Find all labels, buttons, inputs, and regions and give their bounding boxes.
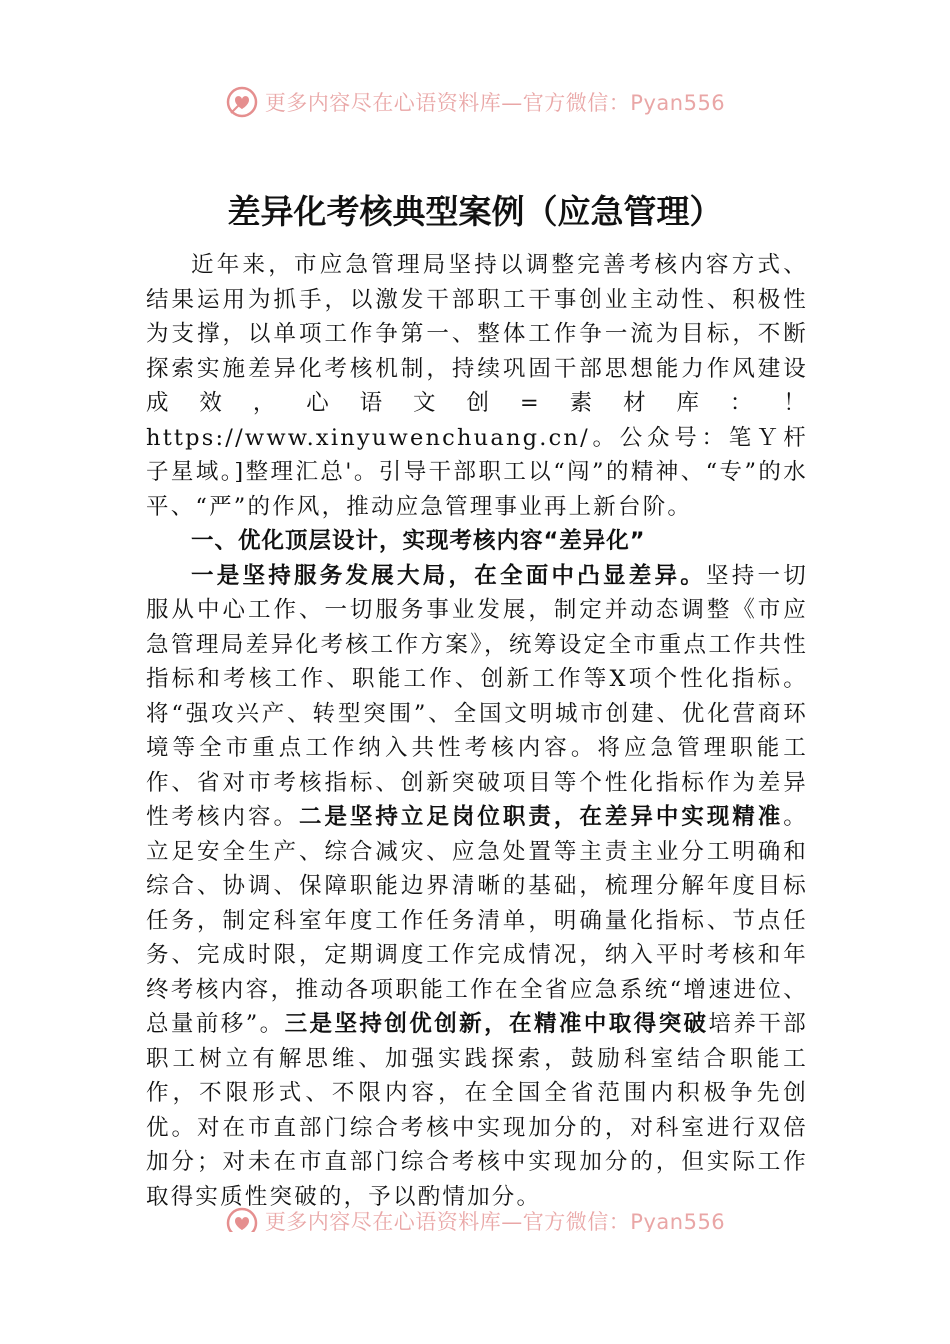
document-body: [146, 248, 808, 1214]
paragraph-text-3: 培养干部职工树立有解思维、加强实践探索，鼓励科室结合职能工作，不限形式、不限内容，在全国全省范围内积极争先创优。对在市直部门综合考核中实现加分的，对科室进行双倍加分；对未在市直部门综合考核中实现加分的，但实际工作取得实质性突破的，予以酌情加分。: [146, 1011, 808, 1210]
heart-logo-icon: [225, 1206, 259, 1232]
paragraph-text-1: 坚持一切服从中心工作、一切服务事业发展，制定并动态调整《市应急管理局差异化考核工作方案》，统筹设定全市重点工作共性指标和考核工作、职能工作、创新工作等X项个性化指标。将“强攻兴产、转型突围”、全国文明城市创建、优化营商环境等全市重点工作纳入共性考核内容。将应急管理职能工作、省对市考核指标、创新突破项目等个性化指标作为差异性考核内容。: [146, 562, 808, 830]
lead-sentence-3: 三是坚持创优创新，在精准中取得突破: [284, 1011, 709, 1037]
body-paragraph-2: [146, 559, 808, 1215]
heart-logo-icon: [225, 85, 259, 119]
section-heading-1: 一、优化顶层设计，实现考核内容“差异化”: [191, 528, 646, 554]
watermark-header: [0, 85, 950, 119]
watermark-footer: [0, 1206, 950, 1232]
watermark-text: 更多内容尽在心语资料库—官方微信：Pyan556: [264, 1210, 726, 1232]
lead-sentence-1: 一是坚持服务发展大局，在全面中凸显差异。: [191, 562, 707, 589]
paragraph-text-2: 。立足安全生产、综合减灾、应急处置等主责主业分工明确和综合、协调、保障职能边界清晰的基础，梳理分解年度目标任务，制定科室年度工作任务清单，明确量化指标、节点任务、完成时限，定期调度工作完成情况，纳入平时考核和年终考核内容，推动各项职能工作在全省应急系统“增速进位、总量前移”。: [146, 804, 808, 1037]
watermark-text: 更多内容尽在心语资料库—官方微信：Pyan556: [264, 91, 726, 115]
document-title: 差异化考核典型案例（应急管理）: [227, 192, 723, 231]
intro-paragraph: 近年来，市应急管理局坚持以调整完善考核内容方式、结果运用为抓手，以激发干部职工干事创业主动性、积极性为支撑，以单项工作争第一、整体工作争一流为目标，不断探索实施差异化考核机制，持续巩固干部思想能力作风建设成效，心语文创=素材库：！https://www.xinyuwenchuang.cn/。公众号：笔Ｙ杆子星域。]整理汇总'。引导干部职工以“闯”的精神、“专”的水平、“严”的作风，推动应急管理事业再上新台阶。: [146, 252, 808, 520]
lead-sentence-2: 二是坚持立足岗位职责，在差异中实现精准: [298, 804, 784, 830]
